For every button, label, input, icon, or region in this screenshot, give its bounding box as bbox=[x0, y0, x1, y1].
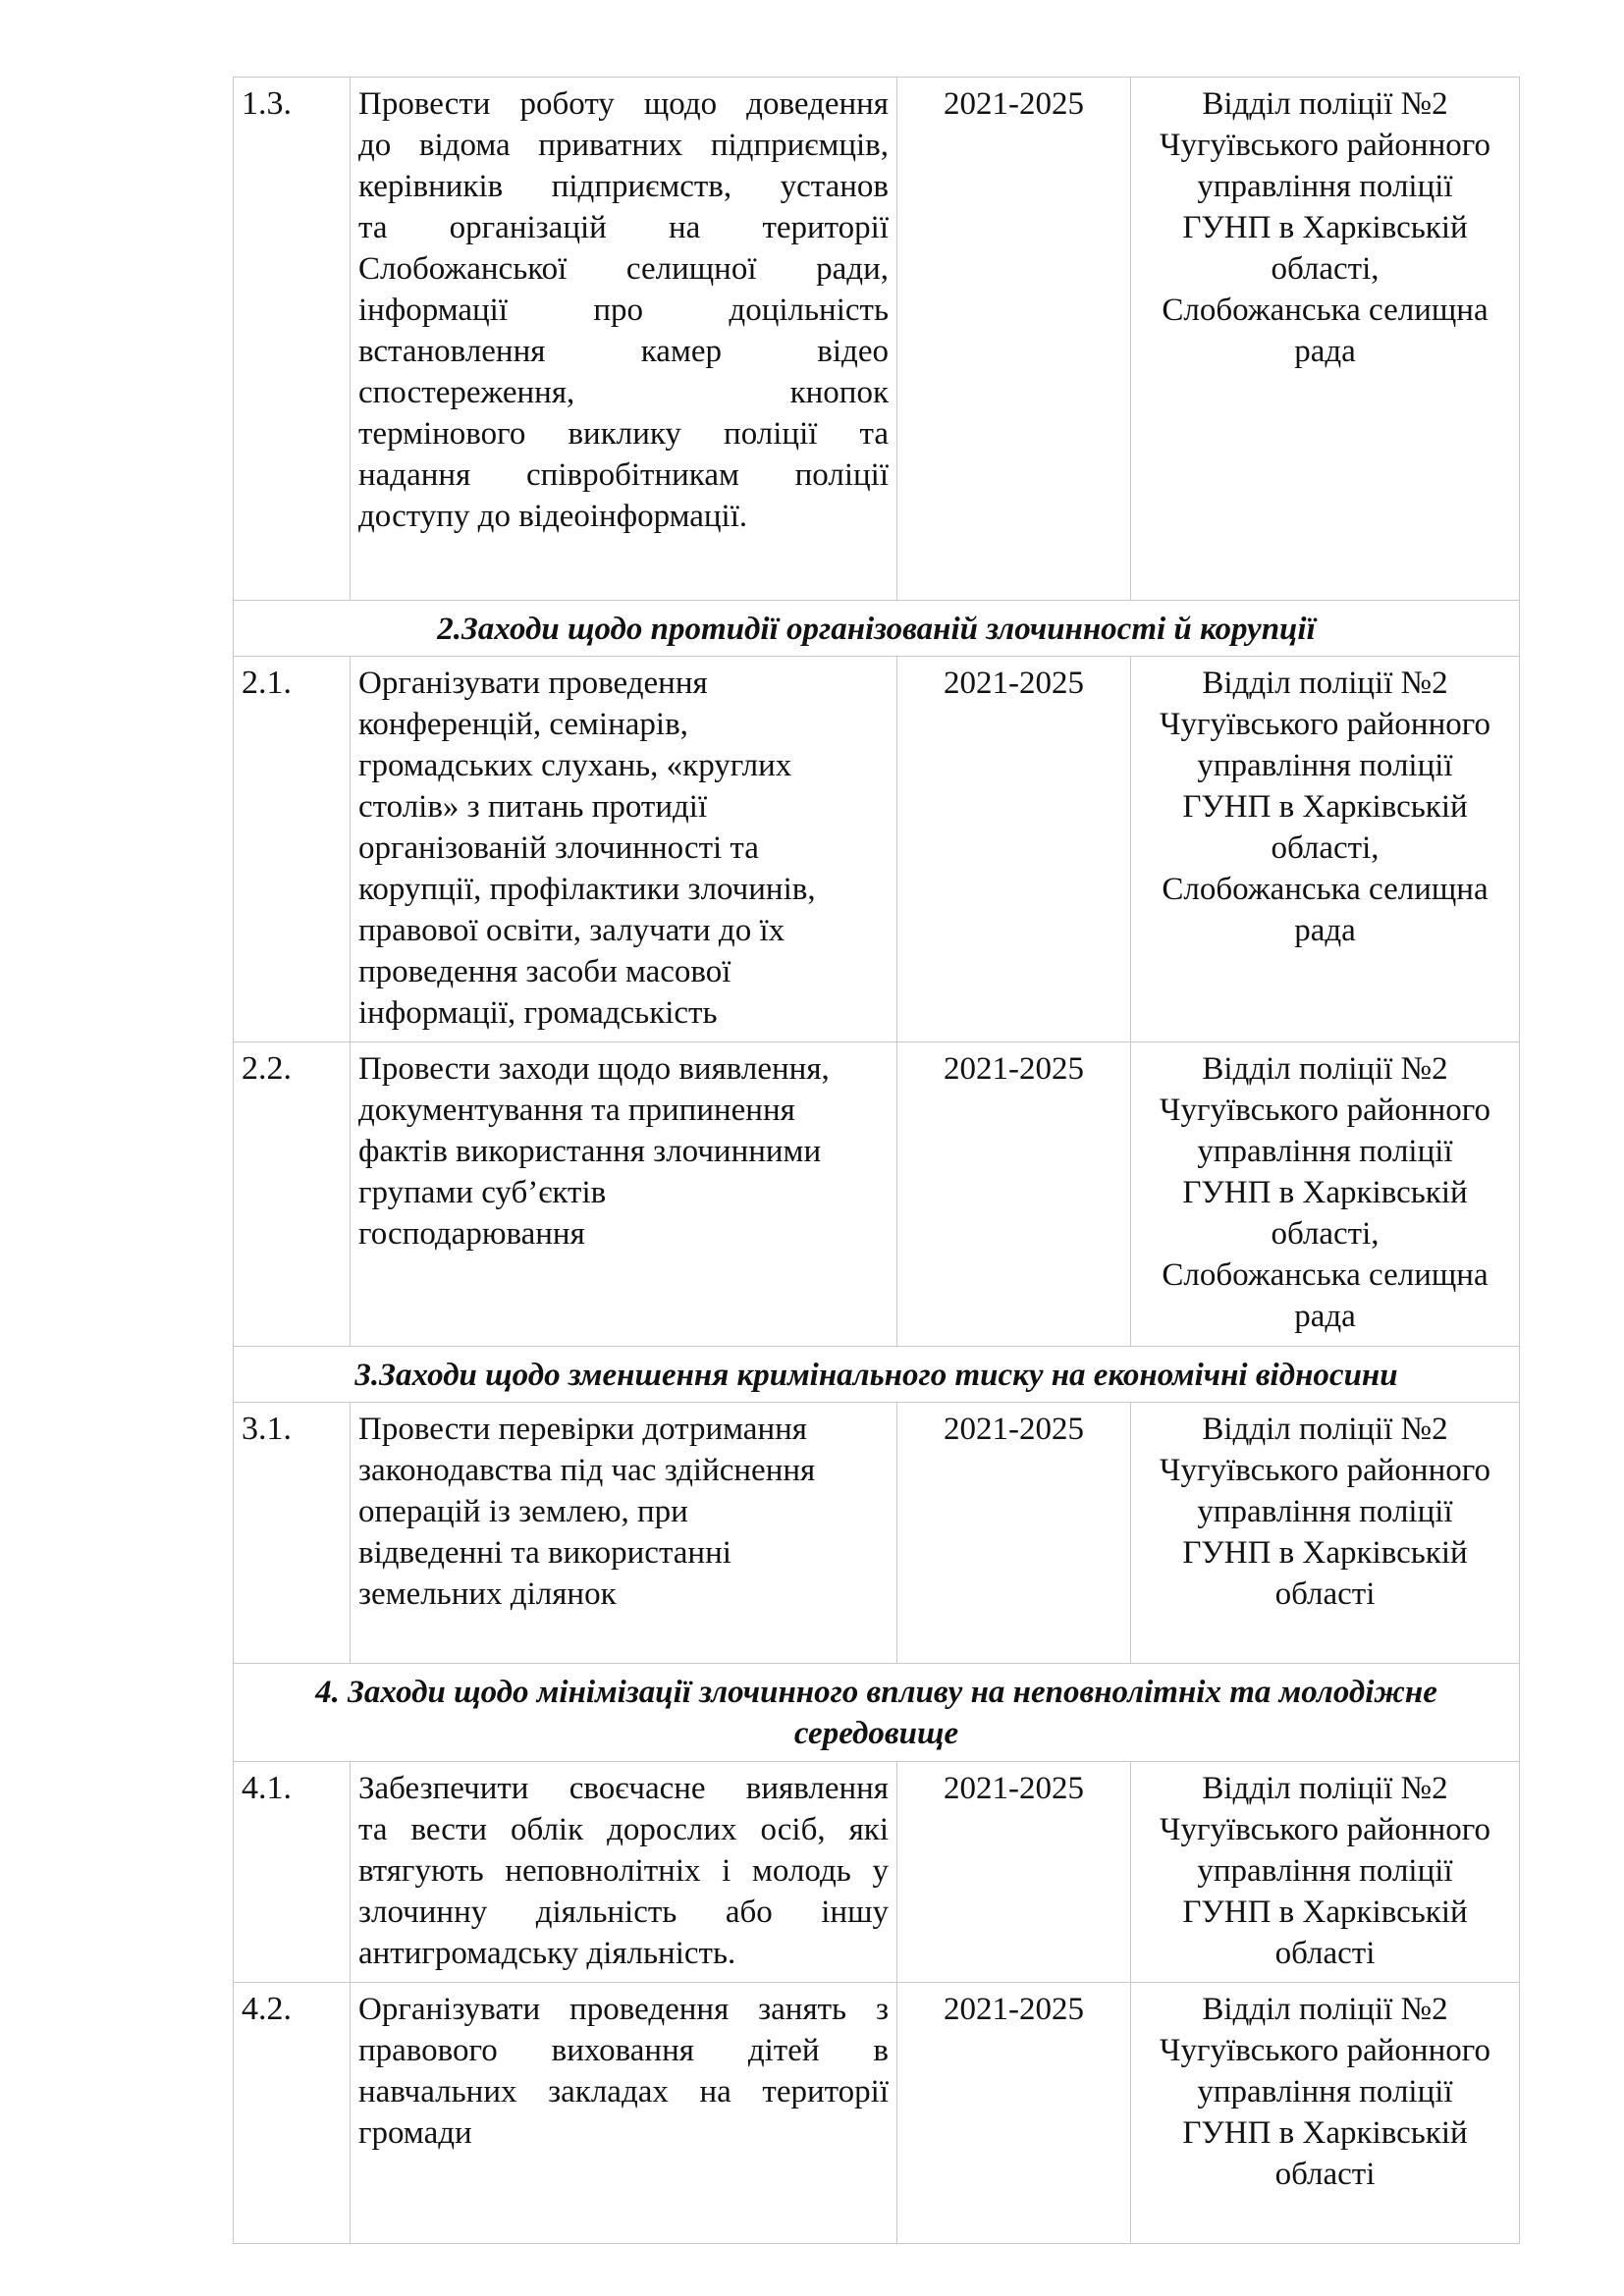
item-number: 1.3. bbox=[234, 78, 351, 601]
responsible-line: Відділ поліції №2 bbox=[1202, 1412, 1448, 1447]
table-row bbox=[234, 1983, 1520, 2244]
task-description bbox=[351, 1762, 897, 1983]
section-title: 4. Заходи щодо мінімізації злочинного впливу на неповнолітніх та молодіжне середовище bbox=[234, 1664, 1520, 1762]
task-line: господарювання bbox=[358, 1216, 585, 1252]
task-line: та організацій на території bbox=[358, 210, 889, 245]
responsible-line: ГУНП в Харківській bbox=[1182, 1535, 1468, 1571]
responsible-line: області, bbox=[1271, 1216, 1380, 1252]
task-line: групами суб’єктів bbox=[358, 1175, 607, 1210]
responsible-line: ГУНП в Харківській bbox=[1182, 2115, 1468, 2151]
task-line: земельних ділянок bbox=[358, 1576, 617, 1612]
task-description bbox=[351, 1042, 897, 1347]
task-description bbox=[351, 1403, 897, 1664]
task-line: громади bbox=[358, 2115, 472, 2151]
responsible-cell bbox=[1131, 78, 1520, 601]
responsible-line: Чугуївського районного bbox=[1160, 1093, 1490, 1128]
task-line: проведення засоби масової bbox=[358, 954, 731, 989]
task-line: спостереження, кнопок bbox=[358, 375, 889, 410]
responsible-line: рада bbox=[1294, 1299, 1356, 1334]
task-line: злочинну діяльність або іншу bbox=[358, 1895, 889, 1930]
responsible-line: Відділ поліції №2 bbox=[1202, 666, 1448, 701]
responsible-cell bbox=[1131, 1042, 1520, 1347]
task-line: доступу до відеоінформації. bbox=[358, 499, 748, 534]
task-line: операцій із землею, при bbox=[358, 1494, 688, 1529]
table-row bbox=[234, 1042, 1520, 1347]
responsible-line: управління поліції bbox=[1197, 748, 1453, 783]
table-row bbox=[234, 657, 1520, 1042]
responsible-line: управління поліції bbox=[1197, 2074, 1453, 2109]
table-row bbox=[234, 1762, 1520, 1983]
responsible-cell bbox=[1131, 657, 1520, 1042]
item-number: 4.2. bbox=[234, 1983, 351, 2244]
task-line: інформації про доцільність bbox=[358, 293, 889, 328]
task-line: Провести заходи щодо виявлення, bbox=[358, 1051, 830, 1087]
responsible-line: Чугуївського районного bbox=[1160, 128, 1490, 163]
term-cell: 2021-2025 bbox=[897, 1042, 1131, 1347]
responsible-line: області, bbox=[1271, 830, 1380, 866]
responsible-line: управління поліції bbox=[1197, 1134, 1453, 1169]
task-line: фактів використання злочинними bbox=[358, 1134, 822, 1169]
responsible-line: Чугуївського районного bbox=[1160, 1812, 1490, 1847]
responsible-line: Слобожанська селищна bbox=[1162, 1257, 1489, 1293]
task-line: організованій злочинності та bbox=[358, 830, 759, 866]
section-row bbox=[234, 1347, 1520, 1403]
term-cell: 2021-2025 bbox=[897, 1403, 1131, 1664]
responsible-line: Слобожанська селищна bbox=[1162, 872, 1489, 907]
responsible-line: Чугуївського районного bbox=[1160, 2033, 1490, 2068]
task-line: навчальних закладах на території bbox=[358, 2074, 889, 2109]
task-line: антигромадську діяльність. bbox=[358, 1936, 736, 1971]
task-line: та вести облік дорослих осіб, які bbox=[358, 1812, 889, 1847]
responsible-line: області bbox=[1274, 1936, 1376, 1971]
item-number: 2.1. bbox=[234, 657, 351, 1042]
responsible-line: рада bbox=[1294, 334, 1356, 369]
responsible-line: Слобожанська селищна bbox=[1162, 293, 1489, 328]
task-line: встановлення камер відео bbox=[358, 334, 889, 369]
responsible-cell bbox=[1131, 1983, 1520, 2244]
responsible-line: ГУНП в Харківській bbox=[1182, 210, 1468, 245]
task-description bbox=[351, 1983, 897, 2244]
item-number: 3.1. bbox=[234, 1403, 351, 1664]
responsible-line: Чугуївського районного bbox=[1160, 1453, 1490, 1488]
task-description bbox=[351, 657, 897, 1042]
responsible-line: управління поліції bbox=[1197, 169, 1453, 204]
task-line: Слобожанської селищної ради, bbox=[358, 251, 889, 287]
responsible-cell bbox=[1131, 1403, 1520, 1664]
responsible-line: управління поліції bbox=[1197, 1853, 1453, 1889]
task-description bbox=[351, 78, 897, 601]
task-line: правової освіти, залучати до їх bbox=[358, 913, 785, 948]
responsible-line: ГУНП в Харківській bbox=[1182, 1175, 1468, 1210]
term-cell: 2021-2025 bbox=[897, 1762, 1131, 1983]
section-row bbox=[234, 601, 1520, 657]
table-row bbox=[234, 1403, 1520, 1664]
term-cell: 2021-2025 bbox=[897, 657, 1131, 1042]
task-line: правового виховання дітей в bbox=[358, 2033, 889, 2068]
term-cell: 2021-2025 bbox=[897, 78, 1131, 601]
responsible-line: Відділ поліції №2 bbox=[1202, 1051, 1448, 1087]
section-title: 3.Заходи щодо зменшення кримінального тиску на економічні відносини bbox=[234, 1347, 1520, 1403]
task-line: до відома приватних підприємців, bbox=[358, 128, 889, 163]
responsible-line: управління поліції bbox=[1197, 1494, 1453, 1529]
task-line: втягують неповнолітніх і молодь у bbox=[358, 1853, 889, 1889]
table-row bbox=[234, 78, 1520, 601]
item-number: 4.1. bbox=[234, 1762, 351, 1983]
responsible-line: Відділ поліції №2 bbox=[1202, 1992, 1448, 2027]
responsible-line: Відділ поліції №2 bbox=[1202, 86, 1448, 122]
task-line: корупції, профілактики злочинів, bbox=[358, 872, 816, 907]
responsible-cell bbox=[1131, 1762, 1520, 1983]
responsible-line: ГУНП в Харківській bbox=[1182, 1895, 1468, 1930]
task-line: документування та припинення bbox=[358, 1093, 795, 1128]
task-line: термінового виклику поліції та bbox=[358, 416, 889, 452]
responsible-line: Відділ поліції №2 bbox=[1202, 1771, 1448, 1806]
task-line: Організувати проведення занять з bbox=[358, 1992, 889, 2027]
task-line: Організувати проведення bbox=[358, 666, 708, 701]
responsible-line: рада bbox=[1294, 913, 1356, 948]
term-cell: 2021-2025 bbox=[897, 1983, 1131, 2244]
measures-table bbox=[233, 77, 1520, 2244]
responsible-line: ГУНП в Харківській bbox=[1182, 789, 1468, 825]
task-line: законодавства під час здійснення bbox=[358, 1453, 816, 1488]
item-number: 2.2. bbox=[234, 1042, 351, 1347]
responsible-line: області, bbox=[1271, 251, 1380, 287]
section-row bbox=[234, 1664, 1520, 1762]
task-line: надання співробітникам поліції bbox=[358, 457, 889, 493]
task-line: громадських слухань, «круглих bbox=[358, 748, 792, 783]
task-line: керівників підприємств, установ bbox=[358, 169, 889, 204]
responsible-line: Чугуївського районного bbox=[1160, 707, 1490, 742]
task-line: Провести перевірки дотримання bbox=[358, 1412, 807, 1447]
task-line: відведенні та використанні bbox=[358, 1535, 731, 1571]
section-title: 2.Заходи щодо протидії організованій злочинності й корупції bbox=[234, 601, 1520, 657]
task-line: столів» з питань протидії bbox=[358, 789, 708, 825]
task-line: Провести роботу щодо доведення bbox=[358, 86, 889, 122]
task-line: Забезпечити своєчасне виявлення bbox=[358, 1771, 889, 1806]
responsible-line: області bbox=[1274, 2157, 1376, 2192]
task-line: конференцій, семінарів, bbox=[358, 707, 688, 742]
task-line: інформації, громадськість bbox=[358, 995, 718, 1031]
responsible-line: області bbox=[1274, 1576, 1376, 1612]
